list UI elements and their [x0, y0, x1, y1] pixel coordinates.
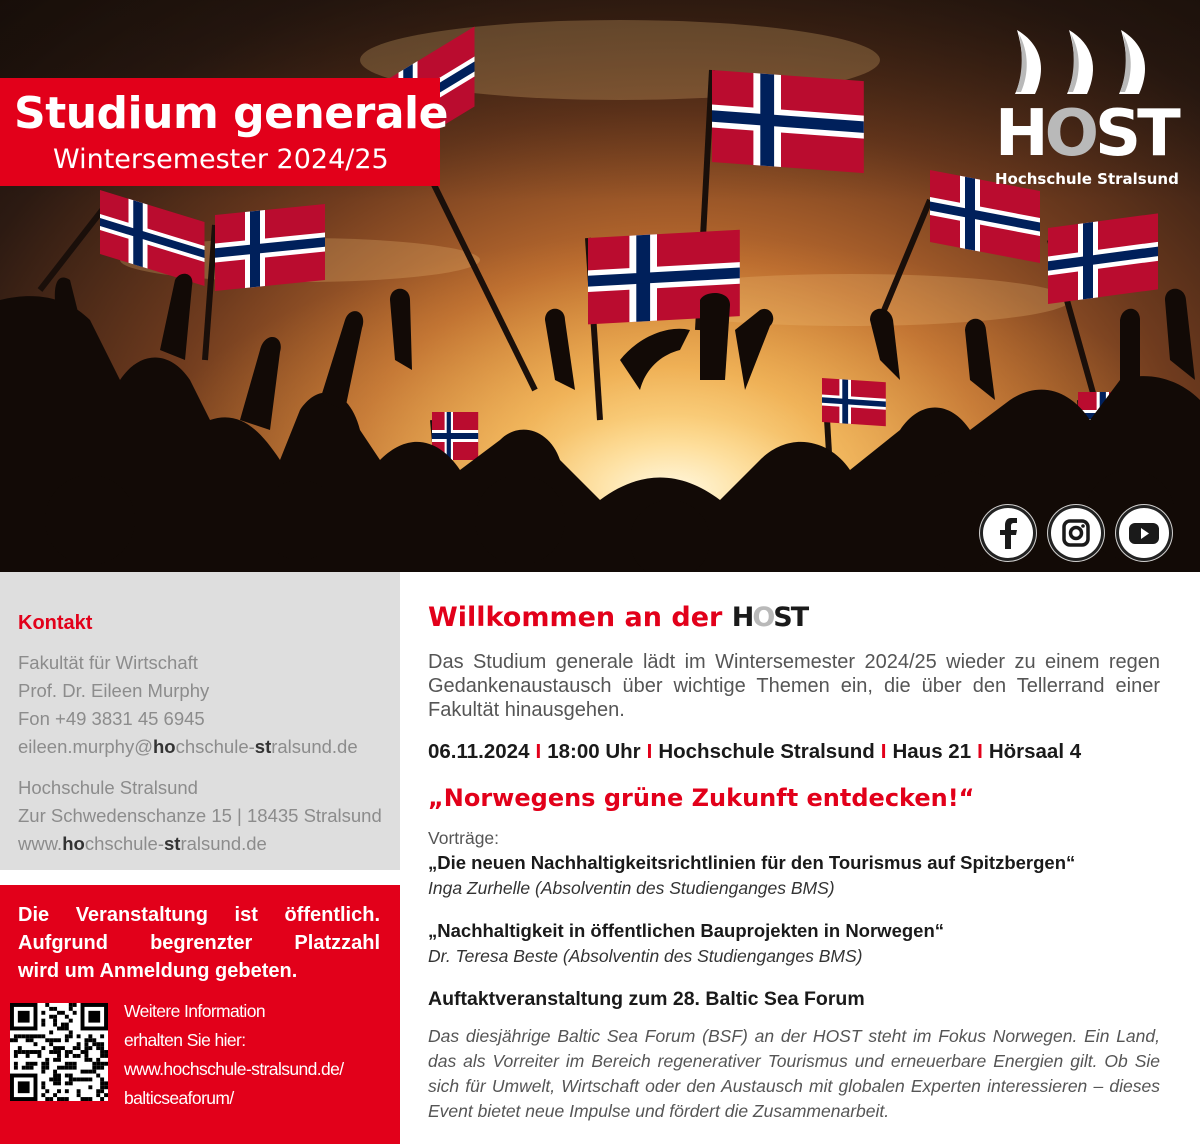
instagram-link[interactable]	[1048, 505, 1104, 561]
qr-code-icon	[10, 1003, 108, 1101]
event-date: 06.11.2024	[428, 740, 530, 763]
contact-panel	[0, 572, 400, 870]
intro-text: Das Studium generale lädt im Wintersemester 2024/25 wieder zu einem regen Gedankenaustausch über wichtige Themen ein, die über den Tellerrand einer Fakultät hinausgehen.	[428, 651, 1160, 721]
talks-label: Vorträge:	[428, 828, 500, 848]
logo-subtitle: Hochschule Stralsund	[995, 170, 1179, 188]
contact-address: Zur Schwedenschanze 15 | 18435 Stralsund	[18, 805, 382, 826]
contact-organisation: Hochschule Stralsund	[18, 777, 198, 798]
event-room: Hörsaal 4	[988, 740, 1082, 763]
youtube-icon	[1116, 505, 1172, 561]
kickoff-description: Das diesjährige Baltic Sea Forum (BSF) an der HOST steht im Fokus Norwegen. Ein Land, das als Vorreiter im Bereich regenerativer Tourismus und erneuerbare Energien gilt. Ob Sie sich für Umwelt, Wirtschaft oder den Austausch mit globalen Experten interessieren – dieses Event bietet neue Impulse und fördert die Zusammenarbeit.	[428, 1026, 1160, 1121]
semester-subtitle: Wintersemester 2024/25	[53, 144, 389, 175]
event-title: „Norwegens grüne Zukunft entdecken!“	[428, 784, 975, 812]
instagram-icon	[1048, 505, 1104, 561]
facebook-icon	[980, 505, 1036, 561]
talk-title: „Nachhaltigkeit in öffentlichen Bauprojekten in Norwegen“	[428, 920, 945, 941]
contact-website[interactable]: www.hochschule-stralsund.de	[18, 833, 267, 854]
logo-wordmark: HOST	[995, 97, 1177, 171]
page-title: Studium generale	[14, 88, 448, 139]
sail-icon	[985, 24, 1185, 100]
contact-heading: Kontakt	[18, 612, 93, 634]
more-info-line1: Weitere Information	[124, 1001, 265, 1021]
more-info-link-cont[interactable]: balticseaforum/	[124, 1088, 234, 1108]
contact-faculty: Fakultät für Wirtschaft	[18, 652, 198, 673]
event-details: 06.11.2024 I 18:00 Uhr I Hochschule Stralsund I Haus 21 I Hörsaal 4	[428, 740, 1082, 763]
talk-title: „Die neuen Nachhaltigkeitsrichtlinien für den Tourismus auf Spitzbergen“	[428, 852, 1076, 873]
contact-person: Prof. Dr. Eileen Murphy	[18, 680, 210, 701]
host-logo	[985, 24, 1185, 194]
contact-phone[interactable]: Fon +49 3831 45 6945	[18, 708, 205, 729]
more-info-link[interactable]: www.hochschule-stralsund.de/	[124, 1059, 344, 1079]
notice-panel	[0, 885, 400, 1144]
contact-email[interactable]: eileen.murphy@hochschule-stralsund.de	[18, 736, 358, 757]
facebook-link[interactable]	[980, 505, 1036, 561]
event-place: Hochschule Stralsund	[658, 740, 875, 763]
kickoff-heading: Auftaktveranstaltung zum 28. Baltic Sea Forum	[428, 988, 865, 1010]
youtube-link[interactable]	[1116, 505, 1172, 561]
more-info-line2: erhalten Sie hier:	[124, 1030, 246, 1050]
title-banner	[0, 78, 448, 186]
welcome-heading: Willkommen an der HOST	[428, 602, 808, 633]
talk-speaker: Dr. Teresa Beste (Absolventin des Studienganges BMS)	[428, 946, 863, 966]
event-building: Haus 21	[892, 740, 972, 763]
registration-notice: Die Veranstaltung ist öffentlich. Aufgrund begrenzter Platzzahl wird um Anmeldung gebeten.	[18, 904, 380, 982]
qr-code[interactable]	[10, 1003, 108, 1101]
talk-speaker: Inga Zurhelle (Absolventin des Studienganges BMS)	[428, 878, 835, 898]
event-time: 18:00 Uhr	[547, 740, 641, 763]
